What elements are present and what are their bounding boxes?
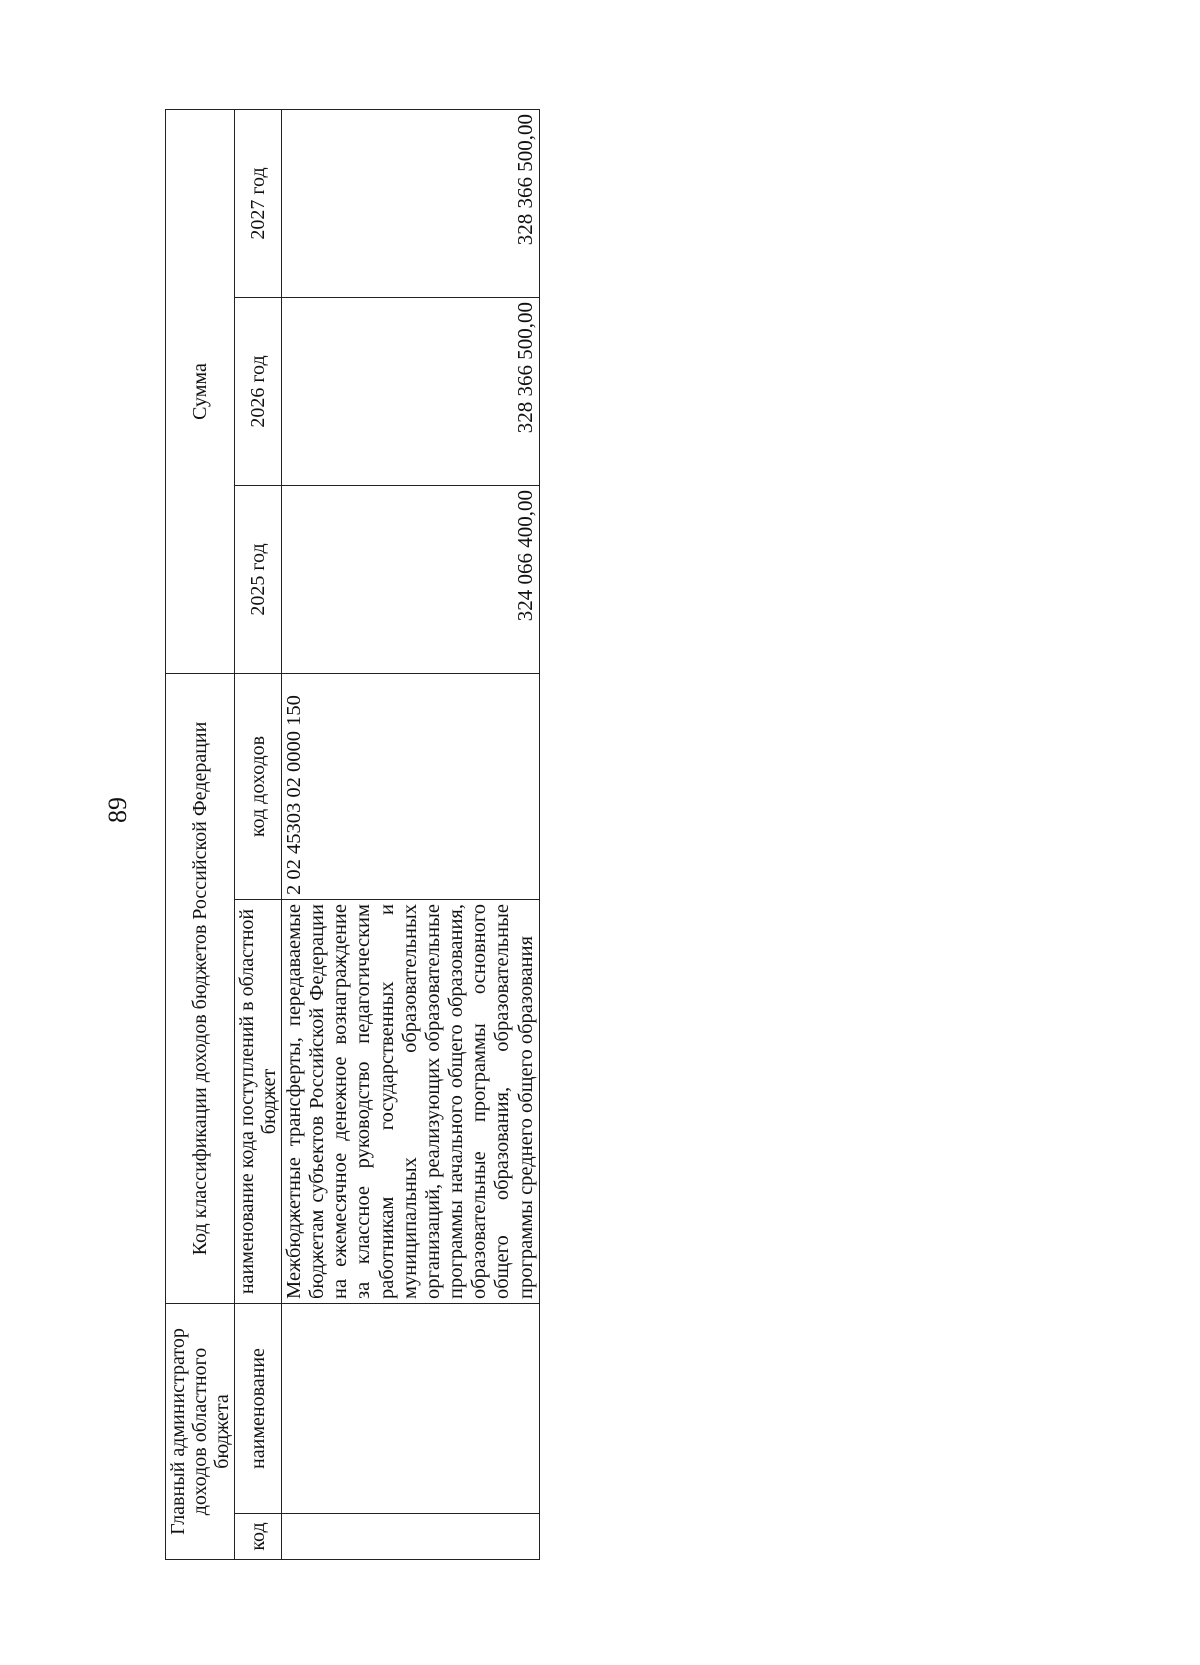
cell-sum-2025: 324 066 400,00 [282, 486, 540, 674]
header-code: код [235, 1514, 282, 1560]
header-sum-group: Сумма [166, 109, 235, 673]
header-name: наименование [235, 1304, 282, 1514]
header-year-2026: 2026 год [235, 298, 282, 486]
page-number: 89 [103, 797, 132, 823]
cell-name [282, 1304, 540, 1514]
table-row [282, 109, 540, 1559]
cell-code [282, 1514, 540, 1560]
header-income-code: код доходов [235, 674, 282, 900]
cell-income-name: Межбюджетные трансферты, передаваемые бюджетам субъектов Российской Федерации на ежемесячное денежное вознаграждение за классное руководство педагогическим работникам государственных и муниципальных образовательных организаций, реализующих образовательные программы начального общего образования, образовательные программы основного общего образования, образовательные программы среднего общего образования [282, 900, 540, 1304]
header-year-2027: 2027 год [235, 109, 282, 297]
cell-sum-2026: 328 366 500,00 [282, 298, 540, 486]
rotated-table-container [165, 110, 690, 1560]
header-admin-group: Главный администратор доходов областного бюджета [166, 1304, 235, 1560]
header-kbk-group: Код классификации доходов бюджетов Российской Федерации [166, 674, 235, 1304]
header-income-name: наименование кода поступлений в областной бюджет [235, 900, 282, 1304]
header-row-top [166, 109, 235, 1559]
cell-income-code: 2 02 45303 02 0000 150 [282, 674, 540, 900]
header-row-bottom [235, 109, 282, 1559]
cell-sum-2027: 328 366 500,00 [282, 109, 540, 297]
revenue-table [165, 109, 540, 1560]
header-year-2025: 2025 год [235, 486, 282, 674]
